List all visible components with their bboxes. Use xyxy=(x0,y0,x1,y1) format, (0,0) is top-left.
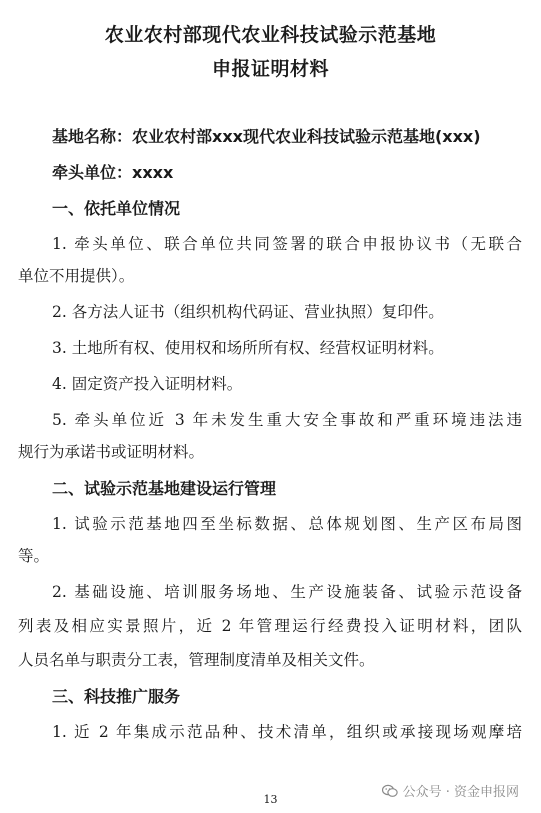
list-item: 3. 土地所有权、使用权和场所所有权、经营权证明材料。 xyxy=(52,339,444,357)
list-item-continuation: 规行为承诺书或证明材料。 xyxy=(18,443,205,461)
section-heading-3: 三、科技推广服务 xyxy=(52,687,181,706)
base-name-field: 基地名称：农业农村部xxx现代农业科技试验示范基地(xxx) xyxy=(52,127,481,146)
document-title-line-2: 申报证明材料 xyxy=(211,58,329,80)
watermark-text: 公众号 · 资金申报网 xyxy=(402,785,519,800)
section-heading-1: 一、依托单位情况 xyxy=(52,199,181,218)
list-item-continuation: 列表及相应实景照片，近 2 年管理运行经费投入证明材料，团队 xyxy=(18,617,522,635)
list-item: 2. 基础设施、培训服务场地、生产设施装备、试验示范设备 xyxy=(52,583,522,601)
page-number: 13 xyxy=(263,793,278,806)
list-item-continuation: 人员名单与职责分工表，管理制度清单及相关文件。 xyxy=(18,651,375,669)
list-item: 5. 牵头单位近 3 年未发生重大安全事故和严重环境违法违 xyxy=(52,411,522,429)
list-item: 1. 近 2 年集成示范品种、技术清单，组织或承接现场观摩培 xyxy=(52,723,522,741)
list-item: 4. 固定资产投入证明材料。 xyxy=(52,375,243,393)
document-title-line-1: 农业农村部现代农业科技试验示范基地 xyxy=(104,24,437,46)
lead-unit-field: 牵头单位：xxxx xyxy=(52,163,174,182)
section-heading-2: 二、试验示范基地建设运行管理 xyxy=(52,479,277,498)
list-item: 1. 试验示范基地四至坐标数据、总体规划图、生产区布局图 xyxy=(52,515,522,533)
list-item: 2. 各方法人证书（组织机构代码证、营业执照）复印件。 xyxy=(52,303,444,321)
list-item: 1. 牵头单位、联合单位共同签署的联合申报协议书（无联合 xyxy=(52,235,522,253)
list-item-continuation: 单位不用提供）。 xyxy=(18,267,135,285)
list-item-continuation: 等。 xyxy=(18,547,50,565)
